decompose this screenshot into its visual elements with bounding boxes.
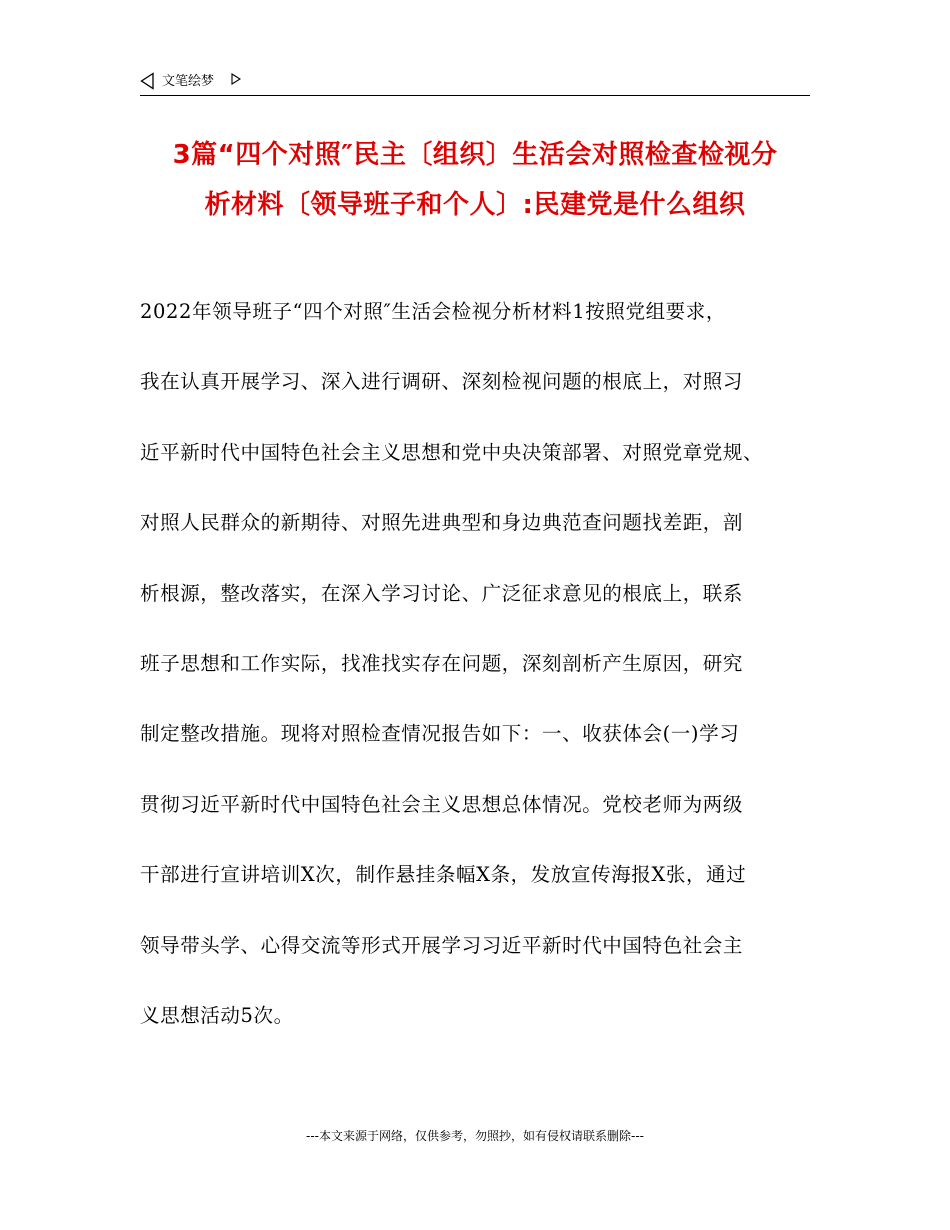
document-body [140,297,812,1071]
body-line: 析根源，整改落实，在深入学习讨论、广泛征求意见的根底上，联系 [140,581,744,605]
header-divider [140,95,810,96]
body-line: 义思想活动5次。 [140,1003,294,1027]
body-line: 对照人民群众的新期待、对照先进典型和身边典范查问题找差距，剖 [140,511,744,535]
body-line: 我在认真开展学习、深入进行调研、深刻检视问题的根底上，对照习 [140,370,744,394]
body-line: 干部进行宣讲培训X次，制作悬挂条幅X条，发放宣传海报X张，通过 [140,863,747,887]
triangle-left-outline-icon [140,72,154,90]
body-line: 班子思想和工作实际，找准找实存在问题，深刻剖析产生原因，研究 [140,651,744,675]
body-line: 贯彻习近平新时代中国特色社会主义思想总体情况。党校老师为两级 [140,792,744,816]
title-line: 析材料〔领导班子和个人〕:民建党是什么组织 [204,190,746,220]
header-brand: 文笔绘梦 [162,74,215,89]
body-line: 近平新时代中国特色社会主义思想和党中央决策部署、对照党章党规、 [140,440,764,464]
triangle-right-outline-icon [231,73,241,85]
body-line: 2022年领导班子“四个对照″生活会检视分析材料1按照党组要求， [140,300,726,323]
page-header [140,72,810,96]
document-title [125,130,825,230]
body-line: 制定整改措施。现将对照检查情况报告如下：一、收获体会(一)学习 [140,722,740,746]
title-line: 3篇“四个对照″民主〔组织〕生活会对照检查检视分 [172,140,778,170]
page-footer: ---本文来源于网络，仅供参考，勿照抄，如有侵权请联系删除--- [306,1129,644,1143]
body-line: 领导带头学、心得交流等形式开展学习习近平新时代中国特色社会主 [140,933,744,957]
